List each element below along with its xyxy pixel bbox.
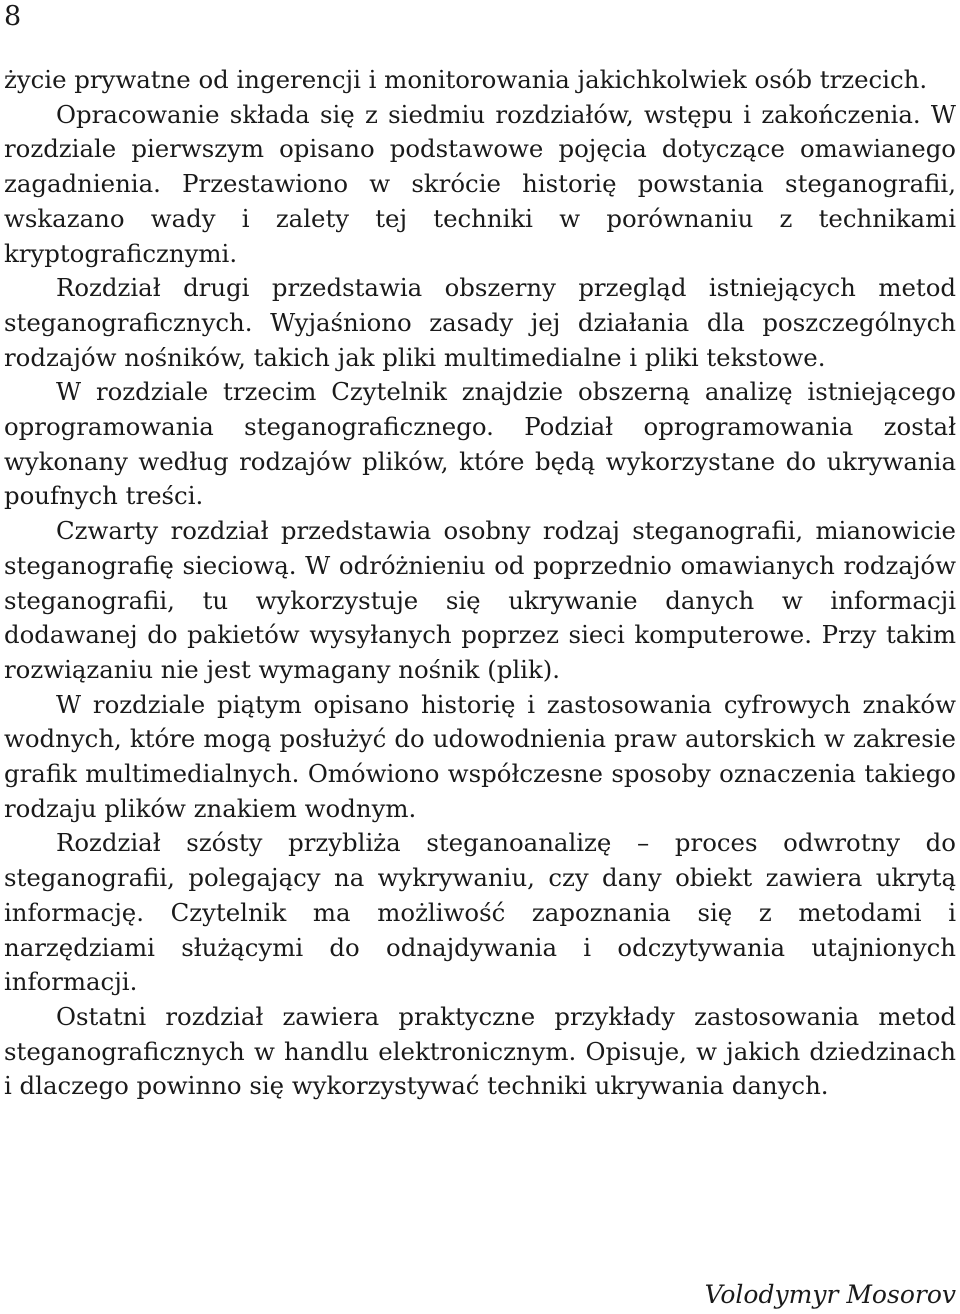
paragraph-7: Rozdział szósty przybliża steganoanalizę – proces odwrotny do steganografii, polegający na wykrywaniu, czy dany obiekt zawiera ukrytą informację. Czytelnik ma możliwość zapoznania się z metodami i narzędziami służącymi do odnajdywania i odczytywania utajnionych informacji.	[4, 828, 956, 997]
page-number: 8	[4, 1, 22, 32]
paragraph-6: W rozdziale piątym opisano historię i zastosowania cyfrowych znaków wodnych, które mogą posłużyć do udowodnienia praw autorskich w zakresie grafik multimedialnych. Omówiono współczesne sposoby oznaczenia takiego rodzaju plików znakiem wodnym.	[4, 689, 956, 823]
author-signature: Volodymyr Mosorov	[704, 1280, 956, 1309]
paragraph-5: Czwarty rozdział przedstawia osobny rodzaj steganografii, mianowicie steganografię sieciową. W odróżnieniu od poprzednio omawianych rodzajów steganografii, tu wykorzystuje się ukrywanie danych w informacji dodawanej do pakietów wysyłanych poprzez sieci komputerowe. Przy takim rozwiązaniu nie jest wymagany nośnik (plik).	[4, 516, 956, 684]
paragraph-3: Rozdział drugi przedstawia obszerny przegląd istniejących metod steganograficznych. Wyjaśniono zasady jej działania dla poszczególnych rodzajów nośników, takich jak pliki multimedialne i pliki tekstowe.	[4, 273, 956, 372]
paragraph-8: Ostatni rozdział zawiera praktyczne przykłady zastosowania metod steganograficznych w handlu elektronicznym. Opisuje, w jakich dziedzinach i dlaczego powinno się wykorzystywać techniki ukrywania danych.	[4, 1001, 956, 1101]
paragraph-2: Opracowanie składa się z siedmiu rozdziałów, wstępu i zakończenia. W rozdziale pierwszym opisano podstawowe pojęcia dotyczące omawianego zagadnienia. Przestawiono w skrócie historię powstania steganografii, wskazano wady i zalety tej techniki w porównaniu z technikami kryptograficznymi.	[4, 99, 956, 268]
paragraph-1: życie prywatne od ingerencji i monitorowania jakichkolwiek osób trzecich.	[4, 65, 928, 94]
paragraph-4: W rozdziale trzecim Czytelnik znajdzie obszerną analizę istniejącego oprogramowania steganograficznego. Podział oprogramowania został wykonany według rodzajów plików, które będą wykorzystane do ukrywania poufnych treści.	[4, 377, 956, 511]
body-text	[4, 63, 956, 1104]
